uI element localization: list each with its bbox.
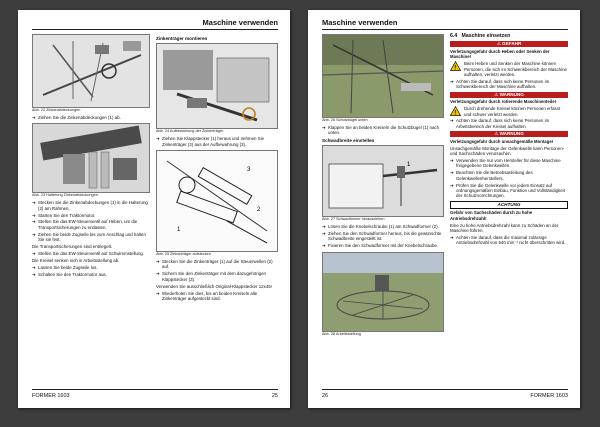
arrow-right-icon: ➔	[156, 290, 160, 296]
warning-block	[450, 131, 568, 199]
figure-23-image	[32, 123, 150, 193]
figure-26-image	[322, 34, 444, 118]
instruction-step: ➔ Ziehen Sie beide Zugseile bis zum Anschlag und halten Sie sie fest.	[32, 231, 146, 243]
arrow-right-icon: ➔	[322, 224, 326, 230]
instruction-step: ➔ Achten Sie darauf, dass sich keine Personen im Schwenkbereich der Maschine aufhalten.	[450, 78, 550, 90]
right-column	[450, 34, 568, 247]
right-page	[308, 10, 580, 408]
arrow-right-icon: ➔	[450, 170, 454, 176]
figure-25-image	[156, 150, 278, 252]
arrow-right-icon: ➔	[32, 271, 36, 277]
arrow-right-icon: ➔	[32, 212, 36, 218]
arrow-right-icon: ➔	[450, 234, 454, 240]
instruction-step: ➔ Stellen Sie das EW-Steuerventil auf Schwimmstellung.	[32, 250, 145, 256]
arrow-right-icon: ➔	[450, 78, 454, 84]
instruction-step: ➔ Ziehen Sie die Zinkenabdeckungen (1) ab.	[32, 114, 121, 120]
arrow-right-icon: ➔	[450, 182, 454, 188]
attention-block	[450, 201, 568, 246]
warning-triangle-icon	[450, 106, 461, 116]
instruction-step: ➔ Stecken Sie die Zinkenträger (1) auf die Steuerwellen (2) auf.	[156, 259, 273, 270]
arrow-right-icon: ➔	[32, 250, 36, 256]
page-number: 25	[271, 393, 278, 399]
svg-text:2: 2	[257, 207, 261, 214]
arrow-right-icon: ➔	[156, 271, 160, 277]
instruction-step: ➔ Achten Sie darauf, dass die maximal zulässige Antriebsdrehzahl von 540 min⁻¹ nicht überschritten wird.	[450, 234, 566, 246]
section-number: 6.4	[450, 33, 458, 39]
arrow-right-icon: ➔	[32, 200, 36, 206]
arrow-right-icon: ➔	[322, 230, 326, 236]
page-number: 26	[322, 393, 329, 399]
figure-caption: Abb. 22 Zinkenabdeckungen	[32, 108, 81, 112]
instruction-step: ➔ Achten Sie darauf, dass sich keine Personen im Arbeitsbereich der Kreisel aufhalten.	[450, 118, 550, 129]
figure-caption: Abb. 28 Arbeitsstellung	[322, 331, 361, 336]
danger-bar: ⚠ GEFAHR	[450, 41, 568, 47]
instruction-step: ➔ Beachten Sie die Betriebsanleitung des Gelenkwellenherstellers.	[450, 170, 533, 181]
instruction-step: ➔ Ziehen Sie Klappstecker (1) heraus und nehmen Sie Zinkenträger (2) aus der Aufbewahrung (3).	[156, 136, 265, 147]
page-footer	[322, 389, 568, 402]
svg-text:3: 3	[247, 167, 251, 174]
page-header	[32, 16, 278, 30]
header-title: Maschine verwenden	[202, 18, 278, 27]
left-column	[322, 34, 444, 337]
footer-model: FORMER 1603	[32, 393, 70, 399]
figure-24-image	[156, 43, 278, 129]
footer-model: FORMER 1603	[530, 393, 568, 399]
result-note: Die Transportsicherungen sind entriegelt.	[32, 244, 113, 250]
figure-caption: Abb. 27 Schwadformer herausziehen	[322, 217, 385, 222]
left-column	[32, 34, 150, 279]
warning-title: Verletzungsgefahr durch unsachgemäße Montage!	[450, 138, 554, 144]
arrow-right-icon: ➔	[32, 231, 36, 237]
arrow-right-icon: ➔	[32, 114, 36, 120]
section-title: Maschine einsetzen	[461, 33, 511, 39]
instruction-step: ➔ Verwenden Sie nur vom Hersteller für diese Maschine freigegebene Gelenkwellen.	[450, 158, 561, 169]
arrow-right-icon: ➔	[32, 219, 36, 225]
figure-caption: Abb. 25 Zinkenträger aufstecken	[156, 252, 211, 257]
arrow-right-icon: ➔	[156, 259, 160, 265]
subsection-title: Zinkenträger montieren	[156, 36, 208, 41]
header-title: Maschine verwenden	[322, 18, 398, 27]
steps-list	[32, 200, 150, 242]
page-header	[322, 16, 568, 30]
arrow-right-icon: ➔	[322, 243, 326, 249]
section-heading	[450, 34, 568, 39]
result-note: Verwenden Sie ausschließlich Original-Klappstecker 12x45!	[156, 283, 272, 289]
figure-caption: Abb. 26 Schutzbügel unten	[322, 118, 368, 122]
instruction-step: ➔ Schalten Sie den Traktormotor aus.	[32, 271, 107, 277]
instruction-step: ➔ Ziehen Sie den Schwadformer heraus, bis die gewünschte Schwadbreite eingestellt ist.	[322, 230, 442, 242]
warning-text: Durch drehende Kreisel können Personen erfasst und schwer verletzt werden.	[464, 106, 561, 117]
instruction-step: ➔ Klappen Sie an beiden Kreiseln die Schutzbügel (1) nach unten.	[322, 124, 440, 136]
instruction-step: ➔ Lassen Sie beide Zugseile los.	[32, 264, 98, 270]
instruction-step: ➔ Wiederholen Sie dies, bis an beiden Kreiseln alle Zinkenträger aufgesteckt sind.	[156, 290, 258, 301]
figure-28-image	[322, 252, 444, 332]
attention-bar: ACHTUNG	[450, 201, 568, 209]
left-page	[18, 10, 290, 408]
danger-block	[450, 41, 568, 89]
instruction-step: ➔ Starten Sie den Traktormotor.	[32, 212, 96, 218]
svg-text:1: 1	[177, 227, 181, 234]
warning-title: Verletzungsgefahr durch rotierende Maschinenteile!	[450, 99, 557, 105]
instruction-step: ➔ Lösen Sie die Knebelschraube (1) am Schwadformer (2).	[322, 224, 439, 230]
instruction-step: ➔ Fixieren Sie den Schwadformer mit der Knebelschraube.	[322, 243, 439, 249]
warning-title: Gefahr von Sachschäden durch zu hohe Antriebsdrehzahl!	[450, 210, 533, 221]
svg-text:1: 1	[407, 162, 411, 169]
warning-text: Eine zu hohe Antriebsdrehzahl kann zu Schäden an der Maschine führen.	[450, 222, 559, 234]
arrow-right-icon: ➔	[32, 264, 36, 270]
page-footer	[32, 389, 278, 402]
warning-triangle-icon	[450, 61, 461, 71]
warning-block	[450, 92, 568, 130]
instruction-step: ➔ Stecken Sie die Zinkenabdeckungen (1) in die Halterung (2) am Rahmen.	[32, 200, 148, 211]
subsection-title: Schwadbreite einstellen	[322, 137, 375, 143]
right-column	[156, 34, 278, 303]
figure-caption: Abb. 24 Aufbewahrung der Zinkenträger	[156, 129, 224, 134]
warning-title: Verletzungsgefahr durch Heben oder Senken der Maschine!	[450, 48, 550, 60]
arrow-right-icon: ➔	[322, 124, 326, 130]
svg-text:!: !	[454, 110, 457, 117]
arrow-right-icon: ➔	[450, 158, 454, 163]
instruction-step: ➔ Stellen Sie das EW-Steuerventil auf Heben, um die Transportsicherungen zu entlasten.	[32, 219, 138, 230]
arrow-right-icon: ➔	[156, 136, 160, 142]
svg-text:!: !	[454, 65, 457, 72]
warning-bar: ⚠ WARNUNG	[450, 131, 568, 137]
instruction-step: ➔ Sichern Sie den Zinkenträger mit dem dazugehörigen Klappstecker (3).	[156, 271, 266, 282]
warning-bar: ⚠ WARNUNG	[450, 92, 568, 98]
arrow-right-icon: ➔	[450, 118, 454, 124]
figure-27-image	[322, 145, 444, 217]
figure-22-image	[32, 34, 150, 108]
figure-caption: Abb. 23 Halterung Zinkenabdeckungen	[32, 193, 98, 198]
instruction-step: ➔ Prüfen Sie die Gelenkwelle vor jedem Einsatz auf ordnungsgemäßen Einbau, Funktion und Vollständigkeit der Schutzvorrichtungen.	[450, 182, 565, 199]
result-note: Die Kreisel senken sich in Arbeitsstellung ab.	[32, 257, 120, 263]
warning-text: Unsachgemäße Montage der Gelenkwelle kann Personen- und Sachschäden verursachen.	[450, 145, 565, 157]
warning-text: Beim Heben und Senken der Maschine können Personen, die sich im Schwenkbereich der Maschine aufhalten, verletzt werden.	[464, 61, 567, 78]
